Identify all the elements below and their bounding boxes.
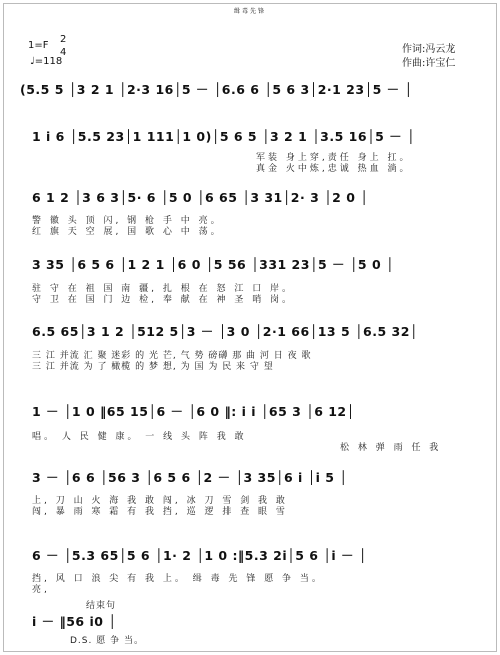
lyric-row-4-verse-1: 驻 守 在 祖 国 南 疆, 扎 根 在 怒 江 口 岸。 — [32, 284, 295, 294]
lyric-row-3-verse-2: 红 旗 天 空 展, 国 歌 心 中 荡。 — [32, 227, 223, 237]
ending-label: 结束句 — [86, 601, 117, 611]
lyric-row-2-verse-1: 军装 身上穿,责任 身上 扛。 — [256, 153, 412, 163]
music-row-9: i － ‖56 i0 │ — [32, 614, 117, 629]
key-signature: 1=F — [28, 40, 49, 51]
time-signature-top: 2 — [60, 34, 67, 45]
music-row-5: 6.5 65│3 1 2 │512 5│3 － │3 0 │2·1 66│13 5 │6.5 32│ — [32, 324, 418, 339]
time-signature-bottom: 4 — [60, 47, 67, 58]
lyric-row-7-verse-2: 闯, 暴 雨 寒 霜 有 我 挡, 巡 逻 排 查 眼 雪 — [32, 507, 288, 517]
music-row-1: (5.5 5 │3 2 1 │2·3 16│5 － │6.6 6 │5 6 3│2·1 23│5 － │ — [20, 82, 413, 97]
lyric-row-6-verse-2: 松 林 弹 雨 任 我 — [340, 443, 442, 453]
lyric-row-7-verse-1: 上, 刀 山 火 海 我 敢 闯, 冰 刀 雪 剑 我 敢 — [32, 496, 288, 506]
music-row-8: 6 － │5.3 65│5 6 │1· 2 │1 0 :‖5.3 2i│5 6 │i － │ — [32, 548, 367, 563]
music-row-6: 1 － │1 0 ‖65 15│6 － │6 0 ‖: i i │65 3 │6 12│ — [32, 404, 355, 419]
lyric-row-8-verse-1: 挡, 风 口 浪 尖 有 我 上。 缉 毒 先 锋 愿 争 当。 — [32, 574, 324, 584]
lyric-row-2-verse-2: 真金 火中炼,忠诚 热血 淌。 — [256, 164, 412, 174]
lyric-row-8-verse-2: 亮, — [32, 585, 50, 595]
music-row-7: 3 － │6 6 │56 3 │6 5 6 │2 － │3 35│6 i │i 5 │ — [32, 470, 348, 485]
music-row-3: 6 1 2 │3 6 3│5· 6 │5 0 │6 65 │3 31│2· 3 │2 0 │ — [32, 190, 369, 205]
lyric-row-5-verse-2: 三 江 并流 为 了 橄榄 的 梦 想, 为 国 为 民 来 守 望 — [32, 362, 274, 372]
music-row-2: 1 i 6 │5.5 23│1 111│1 0)│5 6 5 │3 2 1 │3.5 16│5 － │ — [32, 129, 416, 144]
lyric-row-6-verse-1: 唱。 人 民 健 康。 一 线 头 阵 我 敢 — [32, 432, 247, 442]
song-title: 缉毒先锋 — [233, 8, 266, 15]
music-row-4: 3 35 │6 5 6 │1 2 1 │6 0 │5 56 │331 23│5 － │5 0 │ — [32, 257, 395, 272]
lyricist-credit: 作词:冯云龙 — [402, 44, 456, 55]
composer-credit: 作曲:许宝仁 — [402, 58, 456, 69]
lyric-row-4-verse-2: 守 卫 在 国 门 边 检, 奉 献 在 神 圣 哨 岗。 — [32, 295, 295, 305]
tempo-marking: ♩=118 — [30, 56, 63, 67]
lyric-row-3-verse-1: 警 徽 头 顶 闪, 钢 枪 手 中 亮。 — [32, 216, 223, 226]
lyric-row-5-verse-1: 三 江 并流 汇 聚 迷彩 的 光 芒, 气 势 磅礴 那 曲 河 日 夜 歌 — [32, 351, 312, 361]
lyric-row-9: D.S. 愿 争 当。 — [70, 636, 144, 646]
